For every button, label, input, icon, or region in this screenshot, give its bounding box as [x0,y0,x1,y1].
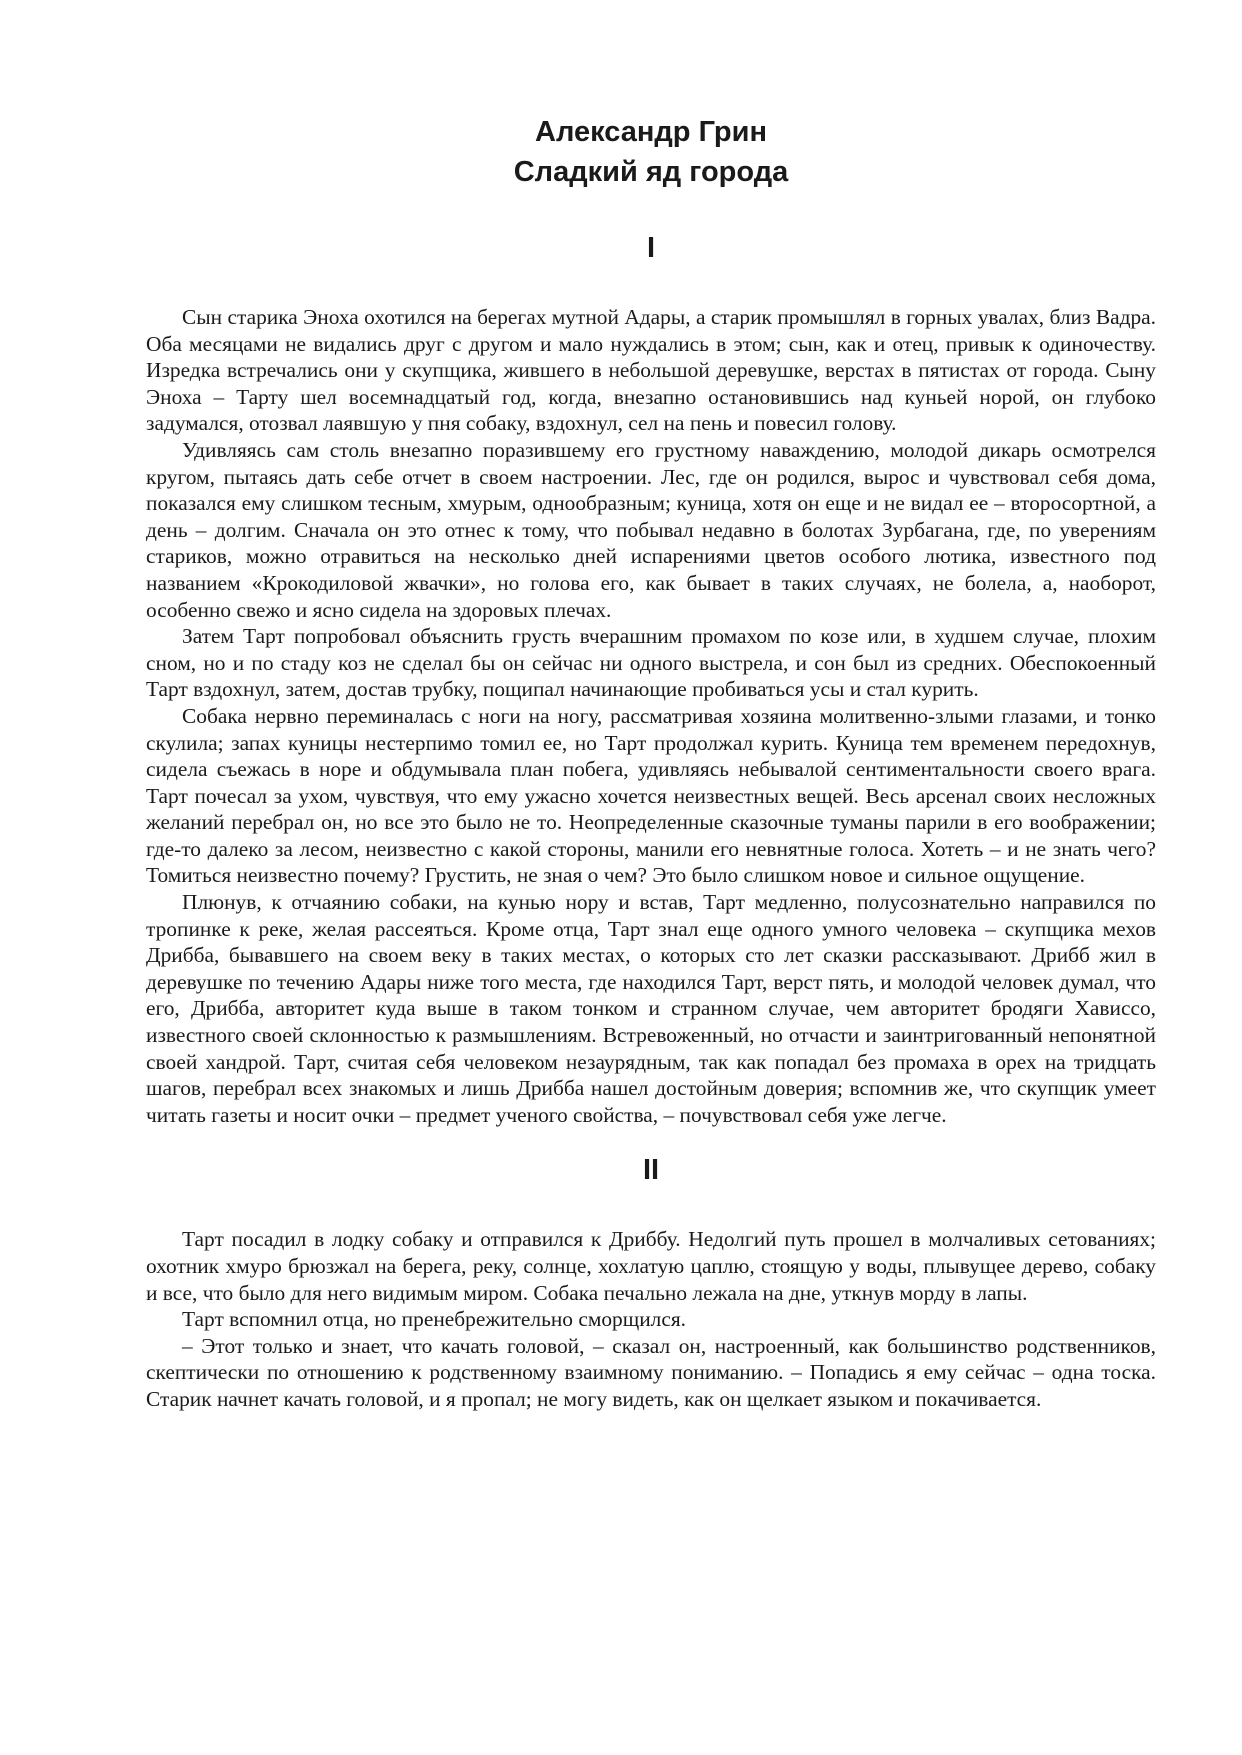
paragraph: – Этот только и знает, что качать головой, – сказал он, настроенный, как большинство родственников, скептически по отношению к родственному взаимному пониманию. – Попадись я ему сейчас – одна тоска. Старик начнет качать головой, и я пропал; не могу видеть, как он щелкает языком и покачивается. [146,1333,1156,1411]
paragraph: Тарт посадил в лодку собаку и отправился к Дриббу. Недолгий путь прошел в молчаливых сетованиях; охотник хмуро брюзжал на берега, реку, солнце, хохлатую цаплю, стоящую у воды, плывущее дерево, собаку и все, что было для него видимым миром. Собака печально лежала на дне, уткнув морду в лапы. [146,1227,1156,1305]
author-name: Александр Грин [535,116,767,148]
story-title: Сладкий яд города [513,156,789,188]
chapter-2 [146,1150,1156,1412]
chapter-heading: II [642,1154,660,1187]
paragraph: Собака нервно переминалась с ноги на ногу, рассматривая хозяина молитвенно-злыми глазами, и тонко скулила; запах куницы нестерпимо томил ее, но Тарт продолжал курить. Куница тем временем передохнув, сидела съежась в норе и обдумывала план побега, удивляясь небывалой сентиментальности своего врага. Тарт почесал за ухом, чувствуя, что ему ужасно хочется неизвестных вещей. Весь арсенал своих несложных желаний перебрал он, но все это было не то. Неопределенные сказочные туманы парили в его воображении; где-то далеко за лесом, неизвестно с какой стороны, манили его невнятные голоса. Хотеть – и не знать чего? Томиться неизвестно почему? Грустить, не зная о чем? Это было слишком новое и сильное ощущение. [146,703,1156,888]
paragraph: Удивляясь сам столь внезапно поразившему его грустному наваждению, молодой дикарь осмотрелся кругом, пытаясь дать себе отчет в своем настроении. Лес, где он родился, вырос и чувствовал себя дома, показался ему слишком тесным, хмурым, однообразным; куница, хотя он еще и не видал ее – второсортной, а день – долгим. Сначала он это отнес к тому, что побывал недавно в болотах Зурбагана, где, по уверениям стариков, можно отравиться на несколько дней испарениями цветов особого лютика, известного под названием «Крокодиловой жвачки», но голова его, как бывает в таких случаях, не болела, а, наоборот, особенно свежо и ясно сидела на здоровых плечах. [146,437,1156,622]
chapter-1 [146,228,1156,1128]
paragraph: Плюнув, к отчаянию собаки, на кунью нору и встав, Тарт медленно, полусознательно направился по тропинке к реке, желая рассеяться. Кроме отца, Тарт знал еще одного умного человека – скупщика мехов Дрибба, бывавшего на своем веку в таких местах, о которых сто лет сказки рассказывают. Дрибб жил в деревушке по течению Адары ниже того места, где находился Тарт, верст пять, и молодой человек думал, что его, Дрибба, авторитет куда выше в таком тонком и странном случае, чем авторитет бродяги Хависсо, известного своей склонностью к размышлениям. Встревоженный, но отчасти и заинтригованный непонятной своей хандрой. Тарт, считая себя человеком незаурядным, так как попадал без промаха в орех на тридцать шагов, перебрал всех знакомых и лишь Дрибба нашел достойным доверия; вспомнив же, что скупщик умеет читать газеты и носит очки – предмет ученого свойства, – почувствовал себя уже легче. [146,890,1156,1127]
paragraph: Сын старика Эноха охотился на берегах мутной Адары, а старик промышлял в горных увалах, близ Вадра. Оба месяцами не видались друг с другом и мало нуждались в этом; сын, как и отец, привык к одиночеству. Изредка встречались они у скупщика, жившего в небольшой деревушке, верстах в пятистах от города. Сыну Эноха – Тарту шел восемнадцатый год, когда, внезапно остановившись над куньей норой, он глубоко задумался, отозвал лаявшую у пня собаку, вздохнул, сел на пень и повесил голову. [146,305,1156,436]
paragraph: Тарт вспомнил отца, но пренебрежительно сморщился. [182,1307,687,1332]
chapter-heading: I [646,232,656,264]
document-page [146,0,1156,1413]
paragraph: Затем Тарт попробовал объяснить грусть вчерашним промахом по козе или, в худшем случае, плохим сном, но и по стаду коз не сделал бы он сейчас ни одного выстрела, и сон был из средних. Обеспокоенный Тарт вздохнул, затем, достав трубку, пощипал начинающие пробиваться усы и стал курить. [146,624,1156,702]
